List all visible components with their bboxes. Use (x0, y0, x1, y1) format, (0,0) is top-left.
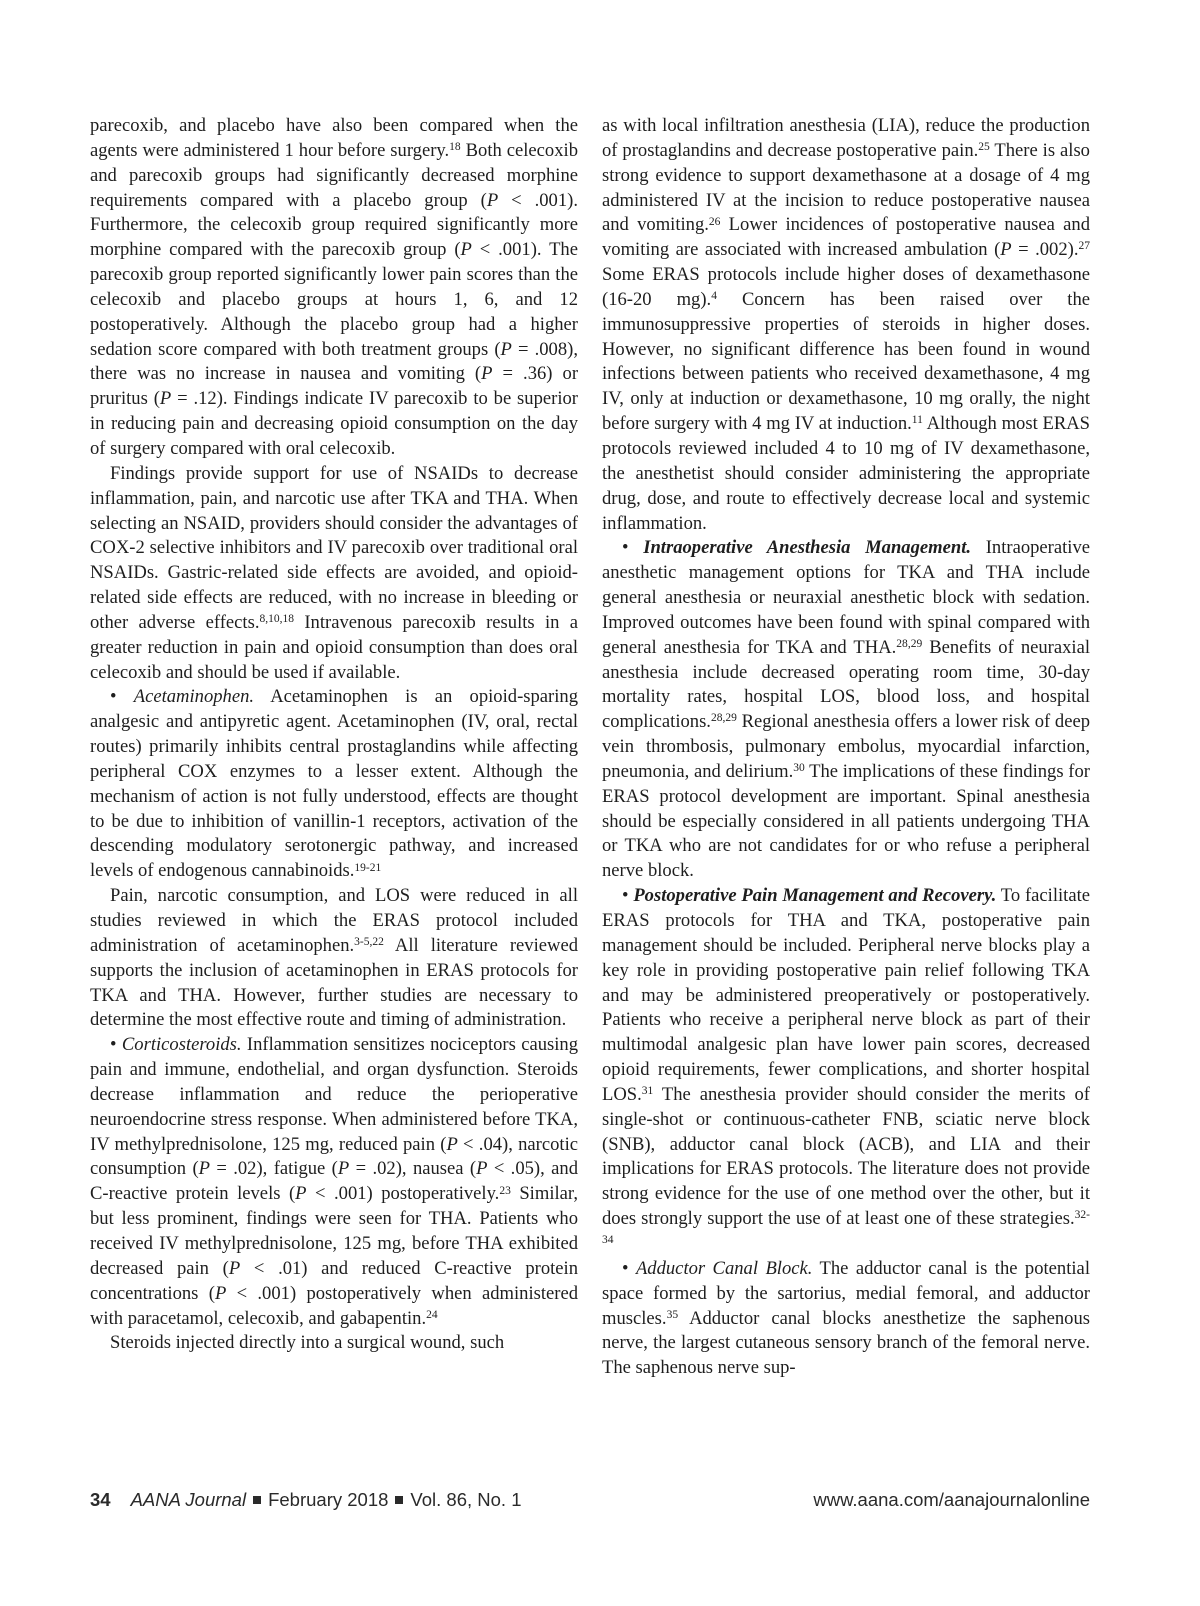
italic-text: P (198, 1158, 210, 1180)
paragraph-right-4: • Adductor Canal Block. The adductor canal is the potential space formed by the sartorius, medial femoral, and adductor muscles.$^{35}$ Adductor canal blocks anesthetize the saphenous nerve, the largest cutaneous sensory branch of the femoral nerve. The saphenous nerve sup- (602, 1257, 1090, 1379)
text-column-left (90, 114, 578, 1356)
citation-reference: 25 (978, 141, 990, 154)
italic-text: P (460, 239, 472, 261)
text-column-right (602, 114, 1090, 1381)
citation-reference: 35 (666, 1308, 679, 1321)
separator-square-icon (395, 1496, 403, 1504)
citation-reference: 3-5,22 (354, 936, 384, 949)
citation-reference: 8,10,18 (259, 613, 295, 626)
italic-text: P (159, 388, 172, 410)
italic-text: Corticosteroids. (121, 1034, 242, 1056)
separator-square-icon (253, 1496, 261, 1504)
italic-text: Adductor Canal Block. (635, 1257, 813, 1279)
paragraph-left-2: Findings provide support for use of NSAIDs to decrease inflammation, pain, and narcotic use after TKA and THA. When selecting an NSAID, providers should consider the advantages of COX-2 selective inhibitors and IV parecoxib over traditional oral NSAIDs. Gastric-related side effects are avoided, and opioid-related side effects are reduced, with no increase in bleeding or other adverse effects.$^{8,10,18}$ Intravenous parecoxib results in a greater reduction in pain and opioid consumption than does oral celecoxib and should be used if available. (90, 462, 578, 683)
citation-reference: 26 (708, 215, 721, 228)
citation-reference: 11 (911, 414, 923, 427)
paragraph-left-1: parecoxib, and placebo have also been compared when the agents were administered 1 hour before surgery.$^{18}$ Both celecoxib and parecoxib groups had significantly decreased morphine requirements compared with a placebo group (P < .001). Furthermore, the celecoxib group required significantly more morphine compared with the parecoxib group (P < .001). The parecoxib group reported significantly lower pain scores than the celecoxib and placebo groups at hours 1, 6, and 12 postoperatively. Although the placebo group had a higher sedation score compared with both treatment groups (P = .008), there was no increase in nausea and vomiting (P = .36) or pruritus (P = .12). Findings indicate IV parecoxib to be superior in reducing pain and decreasing opioid consumption on the day of surgery compared with oral celecoxib. (90, 115, 579, 459)
paragraph-left-4: Pain, narcotic consumption, and LOS were reduced in all studies reviewed in which the ERAS protocol included administration of acetaminophen.$^{3-5,22}$ All literature reviewed supports the inclusion of acetaminophen in ERAS protocols for TKA and THA. However, further studies are necessary to determine the most effective route and timing of administration. (90, 885, 579, 1031)
paragraph-right-2: • Intraoperative Anesthesia Management. Intraoperative anesthetic management options for TKA and THA include general anesthesia or neuraxial anesthetic block with sedation. Improved outcomes have been found with spinal compared with general anesthesia for TKA and THA.$^{28,29}$ Benefits of neuraxial anesthesia include decreased operating room time, 30-day mortality rates, hospital LOS, blood loss, and hospital complications.$^{28,29}$ Regional anesthesia offers a lower risk of deep vein thrombosis, pulmonary embolus, myocardial infarction, pneumonia, and delirium.$^{30}$ The implications of these findings for ERAS protocol development are important. Spinal anesthesia should be especially considered in all patients undergoing THA or TKA who are not candidates for or who refuse a peripheral nerve block. (602, 537, 1091, 882)
italic-text: P (500, 338, 512, 360)
citation-reference: 18 (449, 141, 461, 154)
italic-text: P (214, 1282, 227, 1304)
paragraph-right-3: • Postoperative Pain Management and Recovery. To facilitate ERAS protocols for THA and TKA, postoperative pain management should be included. Peripheral nerve blocks play a key role in providing postoperative pain relief following TKA and may be administered preoperatively or postoperatively. Patients who receive a peripheral nerve block as part of their multimodal analgesic plan have lower pain scores, decreased opioid requirements, fewer complications, and shorter hospital LOS.$^{31}$ The anesthesia provider should consider the merits of single-shot or continuous-catheter FNB, sciatic nerve block (SNB), adductor canal block (ACB), and LIA and their implications for ERAS protocols. The literature does not provide strong evidence for the use of one method over the other, but it does strongly support the use of at least one of these strategies.$^{32-34}$ (602, 885, 1090, 1247)
journal-url: www.aana.com/aanajournalonline (813, 1489, 1090, 1510)
citation-reference: 30 (793, 762, 805, 775)
issue-date: February 2018 (268, 1489, 389, 1510)
citation-reference: 28,29 (896, 637, 923, 650)
citation-reference: 31 (641, 1085, 654, 1098)
paragraph-left-3: • Acetaminophen. Acetaminophen is an opioid-sparing analgesic and antipyretic agent. Acetaminophen (IV, oral, rectal routes) primarily inhibits central prostaglandins while affecting peripheral COX enzymes to a lesser extent. Although the mechanism of action is not fully understood, effects are thought to be due to inhibition of vanillin-1 receptors, activation of the descending modulatory serotonergic pathway, and increased levels of endogenous cannabinoids.$^{19-21}$ (90, 686, 578, 882)
section-heading: Postoperative Pain Management and Recovery. (633, 885, 997, 907)
italic-text: P (476, 1158, 488, 1180)
italic-text: P (446, 1133, 458, 1155)
paragraph-left-5: • Corticosteroids. Inflammation sensitizes nociceptors causing pain and immune, endothelial, and organ dysfunction. Steroids decrease inflammation and reduce the perioperative neuroendocrine stress response. When administered before TKA, IV methylprednisolone, 125 mg, reduced pain (P < .04), narcotic consumption (P = .02), fatigue (P = .02), nausea (P < .05), and C-reactive protein levels (P < .001) postoperatively.$^{23}$ Similar, but less prominent, findings were seen for THA. Patients who received IV methylprednisolone, 125 mg, before THA exhibited decreased pain (P < .01) and reduced C-reactive protein concentrations (P < .001) postoperatively when administered with paracetamol, celecoxib, and gabapentin.$^{24}$ (90, 1034, 579, 1329)
italic-text: P (337, 1158, 350, 1180)
page-number: 34 (90, 1489, 111, 1510)
citation-reference: 28,29 (710, 712, 737, 725)
italic-text: P (486, 189, 499, 211)
paragraph-left-6: Steroids injected directly into a surgical wound, such (110, 1332, 505, 1354)
citation-reference: 4 (711, 290, 717, 303)
italic-text: P (295, 1183, 307, 1205)
citation-reference: 24 (426, 1308, 438, 1321)
paragraph-right-1: as with local infiltration anesthesia (LIA), reduce the production of prostaglandins and decrease postoperative pain.$^{25}$ There is also strong evidence to support dexamethasone at a dosage of 4 mg administered IV at the incision to reduce postoperative nausea and vomiting.$^{26}$ Lower incidences of postoperative nausea and vomiting are associated with increased ambulation (P = .002).$^{27}$ Some ERAS protocols include higher doses of dexamethasone (16-20 mg).$^4$ Concern has been raised over the immunosuppressive properties of steroids in higher doses. However, no significant difference has been found in wound infections between patients who received dexamethasone, 4 mg IV, only at induction or dexamethasone, 10 mg orally, the night before surgery with 4 mg IV at induction.$^{11}$ Although most ERAS protocols reviewed included 4 to 10 mg of IV dexamethasone, the anesthetist should consider administering the appropriate drug, dose, and route to effectively decrease local and systemic inflammation. (602, 115, 1091, 534)
citation-reference: 32-34 (602, 1209, 1090, 1247)
italic-text: P (228, 1257, 241, 1279)
citation-reference: 23 (499, 1184, 511, 1197)
italic-text: P (1000, 239, 1012, 261)
citation-reference: 19-21 (354, 861, 382, 874)
volume-issue: Vol. 86, No. 1 (410, 1489, 522, 1510)
footer-citation (90, 1489, 522, 1511)
italic-text: Acetaminophen. (133, 686, 255, 708)
journal-name: AANA Journal (130, 1489, 247, 1510)
italic-text: P (481, 363, 493, 385)
section-heading: Intraoperative Anesthesia Management. (643, 537, 972, 559)
citation-reference: 27 (1078, 240, 1090, 253)
page-footer (90, 1489, 1090, 1517)
